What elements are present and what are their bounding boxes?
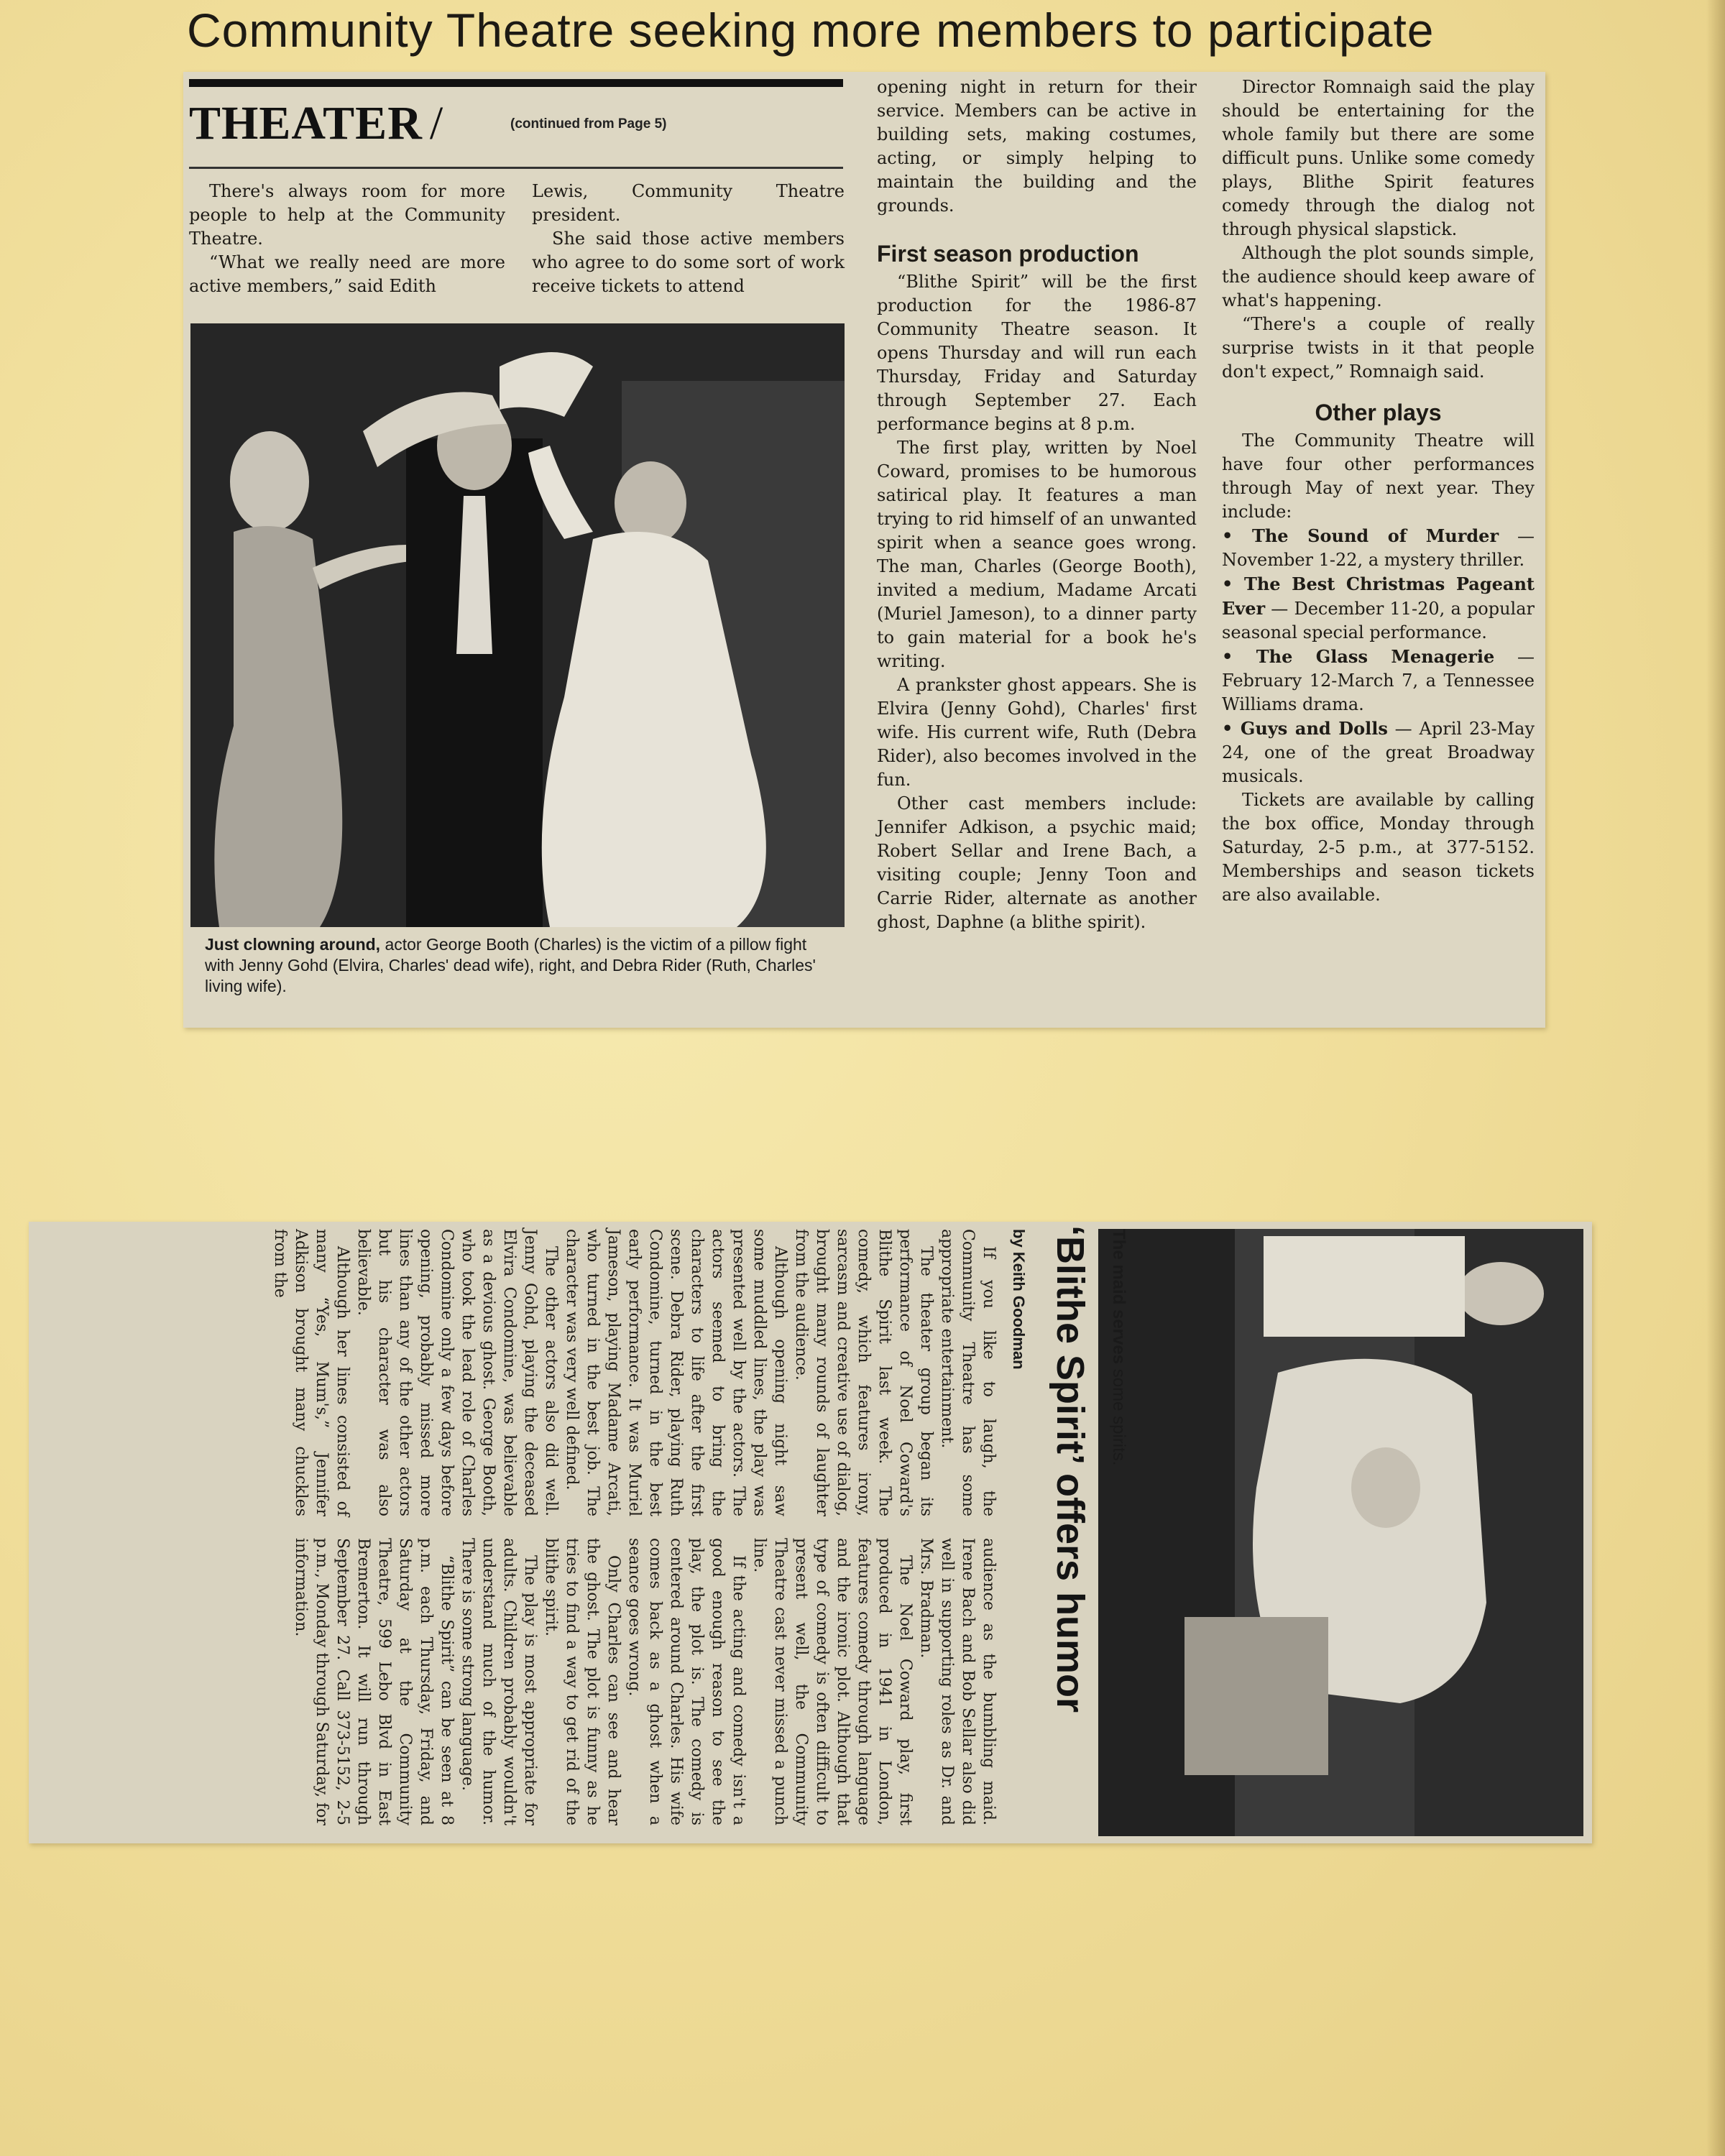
play-item xyxy=(1222,645,1535,717)
paragraph: opening night in return for their service. Members can be active in building sets, making costumes, acting, or simply helping to maintain the building and the grounds. xyxy=(877,77,1197,216)
section-name: THEATER xyxy=(189,97,423,149)
play-desc: — February 12-March 7, a Tennessee Williams drama. xyxy=(1222,647,1535,714)
caption-lead: Just clowning around, xyxy=(205,935,381,954)
paragraph: Tickets are available by calling the box office, Monday through Saturday, 2-5 p.m., at 377-5152. Memberships and season tickets are also available. xyxy=(1222,790,1535,905)
paragraph: Although the plot sounds simple, the audience should keep aware of what's happening. xyxy=(1222,243,1535,310)
paragraph: A prankster ghost appears. She is Elvira (Jenny Gohd), Charles' first wife. His current wife, Ruth (Debra Rider), also becomes involved in the fun. xyxy=(877,675,1197,790)
play-title: • The Best Christmas Pageant Ever xyxy=(1222,573,1535,619)
play-title: • The Glass Menagerie xyxy=(1222,646,1495,667)
paragraph: The play is most appropriate for adults. Children probably wouldn't understand much of the humor. There is some strong language. xyxy=(459,1538,539,1825)
blithe-spirit-review-clipping xyxy=(29,1222,1592,1843)
paragraph: “Blithe Spirit” will be the first production for the 1986-87 Community Theatre season. It opens Thursday and will run each Thursday, Friday and Saturday through September 27. Each performance begins at 8 p.m. xyxy=(877,272,1197,434)
play-desc: — December 11-20, a popular seasonal special performance. xyxy=(1222,599,1535,642)
pillow-fight-photo xyxy=(190,323,845,927)
play-desc: — April 23-May 24, one of the great Broadway musicals. xyxy=(1222,719,1535,786)
thin-rule xyxy=(189,167,843,169)
caption-text: actor George Booth (Charles) is the victim of a pillow fight with Jenny Gohd (Elvira, Charles' dead wife), right, and Debra Rider (Ruth, Charles' living wife). xyxy=(205,935,816,995)
paragraph: “There's a couple of really surprise twists in it that people don't expect,” Romnaigh said. xyxy=(1222,314,1535,382)
maid-serves-spirits-photo xyxy=(1098,1229,1583,1836)
paragraph: The first play, written by Noel Coward, promises to be humorous satirical play. It features a man trying to rid himself of an unwanted spirit when a seance goes wrong. The man, Charles (George Booth), invited a medium, Madame Arcati (Muriel Jameson), to a dinner party to gain material for a book he's writing. xyxy=(877,438,1197,671)
play-title: • Guys and Dolls xyxy=(1222,718,1388,739)
article-column-4 xyxy=(1222,75,1535,907)
review-column-2 xyxy=(290,1538,999,1825)
theater-article-clipping xyxy=(183,72,1545,1028)
review-headline: ‘Blithe Spirit’ offers humor xyxy=(1049,1225,1092,1713)
review-column-1 xyxy=(270,1229,999,1516)
heavy-rule xyxy=(189,79,843,87)
play-item xyxy=(1222,717,1535,788)
byline: by Keith Goodman xyxy=(1010,1229,1028,1370)
paragraph: Other cast members include: Jennifer Adkison, a psychic maid; Robert Sellar and Irene Bach, a visiting couple; Jenny Toon and Carrie Rider, alternate as another ghost, Daphne (a blithe spirit). xyxy=(877,793,1197,932)
paragraph: If you like to laugh, the Community Theatre has some appropriate entertainment. xyxy=(938,1229,998,1516)
paragraph: audience as the bumbling maid. Irene Bach and Bob Sellar also did well in supporting roles as Dr. and Mrs. Bradman. xyxy=(917,1538,998,1825)
article-column-2 xyxy=(532,180,845,298)
play-item xyxy=(1222,572,1535,645)
paragraph: If the acting and comedy isn't a good enough reason to see the play, the plot is. The comedy is centered around Charles. His wife comes back as a ghost when a seance goes wrong. xyxy=(625,1538,748,1825)
paragraph: Only Charles can see and hear the ghost. The plot is funny as he tries to find a way to get rid of the blithe spirit. xyxy=(542,1538,622,1825)
photo-caption xyxy=(205,934,837,997)
paragraph: “What we really need are more active members,” said Edith xyxy=(189,252,505,296)
paragraph: The theater group began its performance of Noel Coward's Blithe Spirit last week. The comedy, which features irony, sarcasm and creative use of dialog, brought many rounds of laughter from the audience. xyxy=(792,1229,935,1516)
play-title: • The Sound of Murder xyxy=(1222,525,1499,546)
paragraph: There's always room for more people to help at the Community Theatre. xyxy=(189,181,505,249)
continued-note: (continued from Page 5) xyxy=(510,116,667,132)
paragraph: She said those active members who agree to do some sort of work receive tickets to attend xyxy=(532,229,845,296)
paragraph: Lewis, Community Theatre president. xyxy=(532,181,845,225)
section-slash: / xyxy=(429,97,444,149)
photo-caption xyxy=(1108,1229,1128,1465)
paragraph: The Community Theatre will have four other performances through May of next year. They include: xyxy=(1222,430,1535,522)
article-column-1 xyxy=(189,180,505,298)
rotated-review-text xyxy=(58,1222,1128,1843)
stage-scene-illustration xyxy=(190,323,845,927)
paragraph: “Blithe Spirit” can be seen at 8 p.m. each Thursday, Friday, and Saturday at the Community Theatre, 599 Lebo Blvd in East Bremerton. It will run through September 27. Call 373-5152, 2-5 p.m., Monday through Saturday, for information. xyxy=(292,1538,456,1825)
play-item xyxy=(1222,524,1535,572)
paragraph: The Noel Coward play, first produced in 1941 in London, features comedy through language and the ironic plot. Although that type of comedy is often difficult to present well, the Community Theatre cast never missed a punch line. xyxy=(750,1538,914,1825)
paragraph: Although opening night saw some muddled lines, the play was presented well by the actors. The actors seemed to bring the characters to life after the first scene. Debra Rider, playing Ruth Condomine, turned in the best early performance. It was Muriel Jameson, playing Madame Arcati, who turned in the best job. The character was very well defined. xyxy=(563,1229,789,1516)
caption-text: some spirits. xyxy=(1109,1364,1128,1466)
play-desc: — November 1-22, a mystery thriller. xyxy=(1222,526,1535,570)
subhead-first-season: First season production xyxy=(877,241,1139,267)
paragraph: Director Romnaigh said the play should be entertaining for the whole family but there are some difficult puns. Unlike some comedy plays, Blithe Spirit features comedy through the dialog not through physical slapstick. xyxy=(1222,77,1535,239)
article-column-3 xyxy=(877,75,1197,934)
maid-scene-illustration xyxy=(1098,1229,1583,1836)
section-title xyxy=(189,95,443,152)
page-edge-shadow xyxy=(1706,0,1725,2156)
paragraph: Although her lines consisted of many “Yes, Mum's,” Jennifer Adkison brought many chuckles from the xyxy=(271,1229,351,1516)
caption-lead: The maid serves xyxy=(1109,1229,1128,1365)
paragraph: The other actors also did well. Jenny Gohd, playing the deceased Elvira Condomine, was believable as a devious ghost. George Booth, who took the lead role of Charles Condomine only a few days before opening, probably missed more lines than any of the other actors but his character was also believable. xyxy=(354,1229,560,1516)
subhead-other-plays: Other plays xyxy=(1315,400,1442,425)
page-headline: Community Theatre seeking more members to participate xyxy=(187,4,1435,57)
